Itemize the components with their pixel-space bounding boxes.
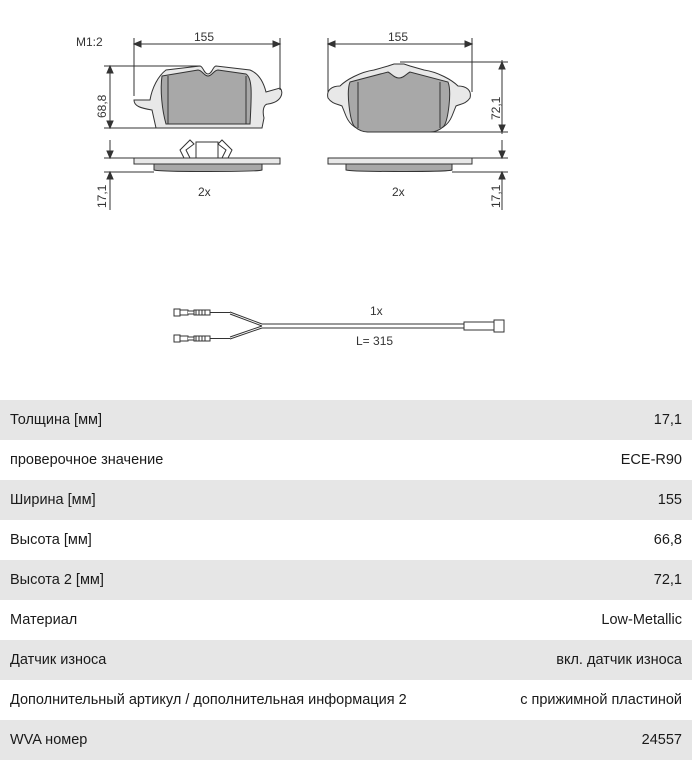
spec-row-additional-info xyxy=(0,680,692,720)
right-height-label: 72,1 xyxy=(489,96,503,120)
left-height-label: 68,8 xyxy=(95,94,109,118)
spec-row-material xyxy=(0,600,692,640)
sensor-length-label: L= 315 xyxy=(356,334,394,348)
left-thickness-label: 17,1 xyxy=(95,184,109,208)
spec-value: Low-Metallic xyxy=(601,612,682,628)
spec-row-wva-number xyxy=(0,720,692,760)
right-width-label: 155 xyxy=(388,30,409,44)
spec-value: 155 xyxy=(657,492,682,508)
spec-table xyxy=(0,400,692,760)
spec-label: Высота 2 [мм] xyxy=(10,572,104,588)
spec-row-height xyxy=(0,520,692,560)
spec-label: Датчик износа xyxy=(10,652,107,668)
spec-label: WVA номер xyxy=(10,732,88,748)
spec-row-width xyxy=(0,480,692,520)
sensor-qty-label: 1x xyxy=(370,304,383,318)
spec-value: 66,8 xyxy=(653,532,682,548)
spec-label: Высота [мм] xyxy=(10,532,92,548)
spec-value: с прижимной пластиной xyxy=(520,692,682,708)
scale-label: M1:2 xyxy=(76,35,103,49)
spec-value: 17,1 xyxy=(653,412,682,428)
spec-label: проверочное значение xyxy=(10,452,164,468)
spec-label: Ширина [мм] xyxy=(10,492,96,508)
right-qty-label: 2x xyxy=(392,185,405,199)
left-width-label: 155 xyxy=(194,30,215,44)
wear-sensor-drawing xyxy=(174,309,504,342)
left-pad-side-view xyxy=(134,140,280,172)
spec-label: Дополнительный артикул / дополнительная информация 2 xyxy=(10,692,407,708)
right-thickness-label: 17,1 xyxy=(489,184,503,208)
spec-row-wear-sensor xyxy=(0,640,692,680)
spec-row-thickness xyxy=(0,400,692,440)
spec-label: Толщина [мм] xyxy=(10,412,103,428)
spec-row-test-value xyxy=(0,440,692,480)
spec-value: ECE-R90 xyxy=(620,452,682,468)
left-thickness-dimension xyxy=(104,140,154,210)
spec-label: Материал xyxy=(10,612,78,628)
spec-value: 24557 xyxy=(641,732,682,748)
right-pad-front-view xyxy=(328,64,471,132)
spec-value: вкл. датчик износа xyxy=(556,652,682,668)
spec-value: 72,1 xyxy=(653,572,682,588)
left-qty-label: 2x xyxy=(198,185,211,199)
spec-row-height-2 xyxy=(0,560,692,600)
left-pad-front-view xyxy=(134,66,282,128)
right-pad-side-view xyxy=(328,158,472,172)
